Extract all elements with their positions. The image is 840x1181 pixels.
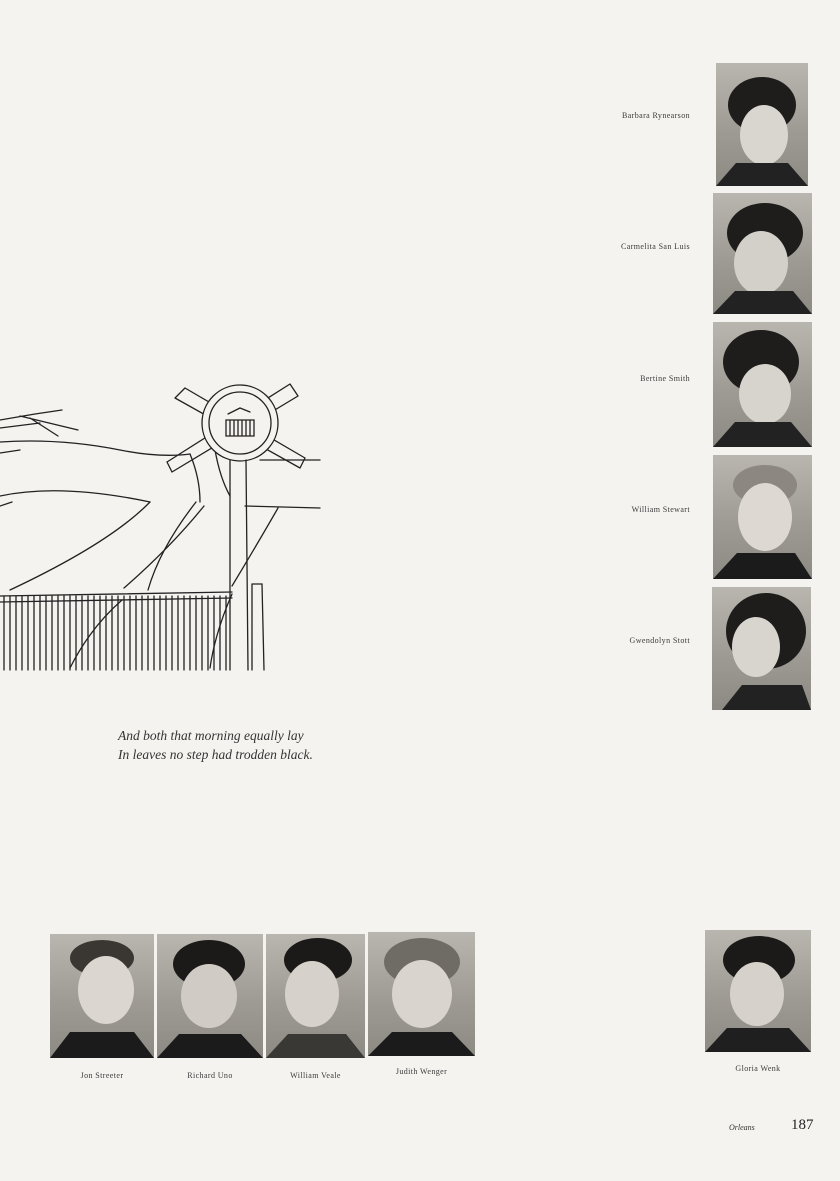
caption-name: Richard Uno — [187, 1071, 233, 1080]
caption-name: Bertine Smith — [640, 374, 690, 383]
portrait-carmelita-san-luis — [713, 193, 812, 314]
caption-name: Gwendolyn Stott — [629, 636, 690, 645]
railroad-crossing-illustration — [0, 378, 325, 678]
poem-line: In leaves no step had trodden black. — [118, 747, 313, 762]
portrait-gwendolyn-stott — [712, 587, 811, 710]
caption-name: William Veale — [290, 1071, 341, 1080]
caption-name: Gloria Wenk — [735, 1064, 781, 1073]
caption-name: Carmelita San Luis — [621, 242, 690, 251]
portrait-judith-wenger — [368, 932, 475, 1056]
caption-name: Judith Wenger — [395, 1067, 448, 1076]
portrait-bertine-smith — [713, 322, 812, 447]
portrait-barbara-rynearson — [716, 63, 808, 186]
poem-line: And both that morning equally lay — [118, 728, 304, 743]
page-number: 187 — [791, 1117, 814, 1133]
poem-excerpt — [118, 726, 313, 764]
caption-name: Jon Streeter — [80, 1071, 124, 1080]
caption-name: Barbara Rynearson — [621, 111, 690, 120]
portrait-william-stewart — [713, 455, 812, 579]
portrait-william-veale — [266, 934, 365, 1058]
yearbook-title: Orleans — [729, 1123, 755, 1132]
portrait-gloria-wenk — [705, 930, 811, 1052]
portrait-richard-uno — [157, 934, 263, 1058]
portrait-jon-streeter — [50, 934, 154, 1058]
caption-name: William Stewart — [631, 505, 690, 514]
